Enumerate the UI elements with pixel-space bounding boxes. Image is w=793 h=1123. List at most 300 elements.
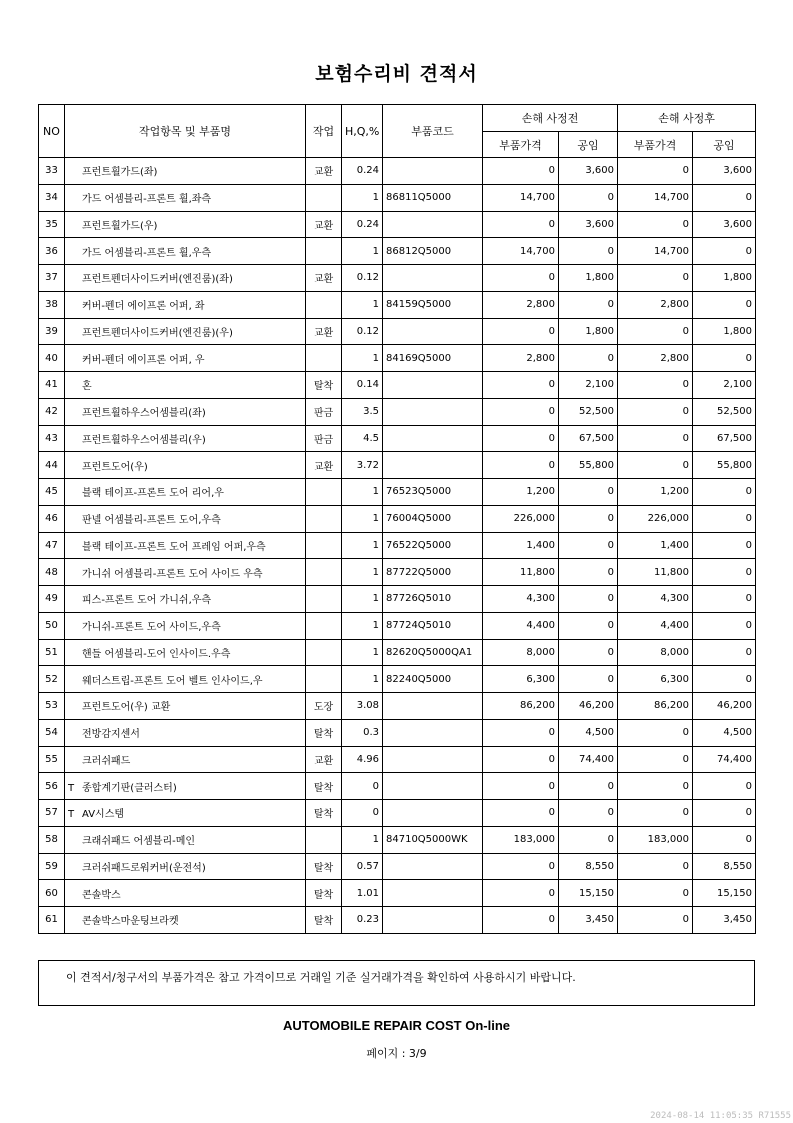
row-item-name [65,265,306,292]
row-no: 42 [39,398,65,425]
row-labor-before: 0 [559,532,618,559]
row-part-price-after: 2,800 [618,345,693,372]
row-part-price-before: 1,200 [483,479,559,506]
row-item-name [65,238,306,265]
row-labor-after: 0 [693,826,756,853]
row-labor-before: 0 [559,559,618,586]
row-part-price-before: 183,000 [483,826,559,853]
table-row [39,318,756,345]
row-part-price-after: 0 [618,880,693,907]
row-labor-after: 0 [693,238,756,265]
row-labor-after: 15,150 [693,880,756,907]
row-labor-after: 3,450 [693,907,756,934]
row-item-label: 가드 어셈블리-프론트 휠,좌측 [82,194,212,206]
row-part-price-before: 0 [483,773,559,800]
row-no: 40 [39,345,65,372]
row-labor-after: 0 [693,800,756,827]
header-part-price-before: 부품가격 [483,132,559,158]
row-part-code: 76004Q5000 [383,505,483,532]
table-row [39,184,756,211]
row-part-code: 82620Q5000QA1 [383,639,483,666]
row-item-label: 블랙 테이프-프론트 도어 프레임 어퍼,우측 [82,541,266,553]
row-part-price-before: 14,700 [483,238,559,265]
row-hq: 0.12 [342,318,383,345]
row-part-code [383,425,483,452]
row-item-name [65,853,306,880]
row-labor-after: 0 [693,184,756,211]
row-item-label: 커버-펜더 에이프론 어퍼, 우 [82,354,205,366]
row-labor-after: 0 [693,559,756,586]
row-hq: 1 [342,532,383,559]
print-timestamp: 2024-08-14 11:05:35 R71555 [650,1111,791,1121]
row-item-label: 판넬 어셈블리-프론트 도어,우측 [82,515,221,527]
row-part-price-before: 0 [483,211,559,238]
row-hq: 3.08 [342,693,383,720]
row-work [306,612,342,639]
row-labor-before: 0 [559,612,618,639]
row-no: 39 [39,318,65,345]
row-hq: 4.96 [342,746,383,773]
row-hq: 1 [342,505,383,532]
row-hq: 1 [342,559,383,586]
row-no: 43 [39,425,65,452]
row-hq: 1 [342,639,383,666]
row-item-name [65,425,306,452]
row-labor-after: 0 [693,505,756,532]
row-part-price-before: 0 [483,880,559,907]
row-work [306,238,342,265]
row-hq: 1 [342,666,383,693]
row-part-price-after: 0 [618,265,693,292]
row-part-price-before: 0 [483,800,559,827]
row-item-label: 프런트휠가드(우) [82,220,158,232]
row-item-name [65,345,306,372]
row-part-price-before: 0 [483,907,559,934]
row-item-label: 블랙 테이프-프론트 도어 리어,우 [82,488,224,500]
row-part-code [383,773,483,800]
row-work: 교환 [306,265,342,292]
row-work: 교환 [306,452,342,479]
row-hq: 0 [342,800,383,827]
row-part-price-after: 4,300 [618,586,693,613]
row-part-price-after: 0 [618,372,693,399]
row-hq: 0 [342,773,383,800]
row-part-price-before: 14,700 [483,184,559,211]
row-part-price-before: 8,000 [483,639,559,666]
table-row [39,746,756,773]
row-hq: 0.23 [342,907,383,934]
row-part-price-before: 4,300 [483,586,559,613]
row-no: 44 [39,452,65,479]
row-item-name [65,746,306,773]
table-row [39,345,756,372]
row-part-price-after: 4,400 [618,612,693,639]
row-no: 55 [39,746,65,773]
header-after: 손해 사정후 [618,105,756,132]
row-part-price-after: 6,300 [618,666,693,693]
row-part-code: 84159Q5000 [383,291,483,318]
row-part-price-before: 0 [483,746,559,773]
header-labor-after: 공임 [693,132,756,158]
row-part-price-after: 0 [618,211,693,238]
row-item-label: 종합계기판(클러스터) [82,782,177,794]
row-labor-before: 52,500 [559,398,618,425]
row-part-code [383,853,483,880]
row-labor-after: 74,400 [693,746,756,773]
row-labor-after: 0 [693,479,756,506]
header-part-price-after: 부품가격 [618,132,693,158]
row-work: 탈착 [306,372,342,399]
row-part-price-before: 0 [483,318,559,345]
row-no: 51 [39,639,65,666]
row-part-price-after: 0 [618,907,693,934]
document-title: 보험수리비 견적서 [315,63,478,85]
row-part-price-after: 1,400 [618,532,693,559]
row-work: 탈착 [306,719,342,746]
row-part-price-after: 183,000 [618,826,693,853]
header-hq: H,Q,% [342,105,383,158]
row-hq: 1 [342,586,383,613]
row-part-code [383,372,483,399]
row-work [306,345,342,372]
row-work [306,291,342,318]
row-item-label: 프런트도어(우) 교환 [82,702,171,714]
table-row [39,773,756,800]
row-work: 교환 [306,318,342,345]
row-item-name [65,318,306,345]
row-part-price-before: 0 [483,372,559,399]
row-no: 47 [39,532,65,559]
row-labor-before: 0 [559,639,618,666]
row-part-code: 76522Q5000 [383,532,483,559]
row-part-code [383,907,483,934]
row-part-price-before: 0 [483,398,559,425]
row-no: 56 [39,773,65,800]
row-item-name [65,211,306,238]
row-labor-before: 3,600 [559,158,618,185]
header-no: NO [39,105,65,158]
row-item-name [65,505,306,532]
row-item-name [65,639,306,666]
row-item-name [65,184,306,211]
table-row [39,666,756,693]
row-part-code [383,746,483,773]
header-before: 손해 사정전 [483,105,618,132]
row-labor-before: 1,800 [559,265,618,292]
row-work [306,826,342,853]
row-no: 53 [39,693,65,720]
row-no: 59 [39,853,65,880]
row-part-price-before: 2,800 [483,345,559,372]
row-no: 60 [39,880,65,907]
table-row [39,800,756,827]
row-item-label: 핸들 어셈블리-도어 인사이드.우측 [82,648,231,660]
row-work: 탈착 [306,880,342,907]
row-item-name [65,907,306,934]
row-part-code [383,398,483,425]
row-item-label: 가니쉬 어셈블리-프론트 도어 사이드 우측 [82,568,263,580]
row-item-label: 가니쉬-프론트 도어 사이드,우측 [82,622,221,634]
row-labor-before: 2,100 [559,372,618,399]
row-labor-before: 15,150 [559,880,618,907]
table-row [39,826,756,853]
row-part-price-after: 0 [618,158,693,185]
row-work [306,586,342,613]
row-hq: 1 [342,612,383,639]
row-part-price-after: 14,700 [618,238,693,265]
row-item-name [65,800,306,827]
notice-text: 이 견적서/청구서의 부품가격은 참고 가격이므로 거래일 기준 실거래가격을 확인하여 사용하시기 바랍니다. [66,971,576,984]
row-labor-after: 0 [693,586,756,613]
row-hq: 1 [342,479,383,506]
row-item-name [65,666,306,693]
row-part-code [383,880,483,907]
row-labor-after: 0 [693,666,756,693]
footer-title: AUTOMOBILE REPAIR COST On-line [282,1018,511,1033]
row-part-price-after: 0 [618,853,693,880]
row-item-label: 혼 [82,381,92,393]
row-work: 판금 [306,398,342,425]
row-hq: 4.5 [342,425,383,452]
row-part-price-after: 0 [618,425,693,452]
row-item-label: 프런트휠하우스어셈블리(좌) [82,408,206,420]
row-item-name [65,559,306,586]
row-no: 36 [39,238,65,265]
row-part-price-after: 86,200 [618,693,693,720]
table-row [39,586,756,613]
row-labor-after: 3,600 [693,158,756,185]
row-item-label: 피스-프론트 도어 가니쉬,우측 [82,595,212,607]
row-hq: 1.01 [342,880,383,907]
row-labor-before: 0 [559,773,618,800]
row-item-label: 프런트휠가드(좌) [82,167,158,179]
row-part-price-after: 226,000 [618,505,693,532]
header-code: 부품코드 [383,105,483,158]
row-no: 58 [39,826,65,853]
row-part-code: 82240Q5000 [383,666,483,693]
row-labor-before: 46,200 [559,693,618,720]
row-work: 교환 [306,746,342,773]
row-hq: 0.24 [342,158,383,185]
row-part-code: 84710Q5000WK [383,826,483,853]
row-part-price-before: 0 [483,265,559,292]
row-part-price-before: 0 [483,853,559,880]
row-part-price-after: 0 [618,452,693,479]
table-row [39,372,756,399]
row-item-label: 가드 어셈블리-프론트 휠,우측 [82,247,212,259]
table-row [39,880,756,907]
row-labor-after: 3,600 [693,211,756,238]
row-work [306,532,342,559]
row-item-name [65,372,306,399]
row-part-price-after: 0 [618,398,693,425]
row-hq: 1 [342,345,383,372]
row-item-label: 콘솔박스마운팅브라켓 [82,916,179,928]
table-row [39,612,756,639]
row-no: 38 [39,291,65,318]
row-hq: 0.3 [342,719,383,746]
row-labor-after: 46,200 [693,693,756,720]
row-part-price-before: 11,800 [483,559,559,586]
row-labor-before: 0 [559,586,618,613]
row-item-label: 프런트펜더사이드커버(엔진룸)(좌) [82,274,233,286]
row-part-price-before: 2,800 [483,291,559,318]
row-item-name [65,693,306,720]
row-no: 49 [39,586,65,613]
row-part-code [383,452,483,479]
row-labor-before: 74,400 [559,746,618,773]
row-part-code: 87722Q5000 [383,559,483,586]
row-item-label: 콘솔박스 [82,889,121,901]
row-labor-after: 1,800 [693,318,756,345]
row-labor-after: 52,500 [693,398,756,425]
row-labor-before: 67,500 [559,425,618,452]
row-hq: 0.57 [342,853,383,880]
row-no: 48 [39,559,65,586]
row-work [306,505,342,532]
header-labor-before: 공임 [559,132,618,158]
table-row [39,291,756,318]
header-item: 작업항목 및 부품명 [65,105,306,158]
row-no: 46 [39,505,65,532]
table-row [39,158,756,185]
row-part-price-before: 6,300 [483,666,559,693]
row-work: 탈착 [306,773,342,800]
table-row [39,238,756,265]
row-labor-before: 55,800 [559,452,618,479]
row-part-price-after: 8,000 [618,639,693,666]
row-item-name [65,586,306,613]
row-item-name [65,532,306,559]
row-no: 61 [39,907,65,934]
row-item-name [65,479,306,506]
row-item-name [65,291,306,318]
row-part-price-before: 4,400 [483,612,559,639]
row-part-price-after: 1,200 [618,479,693,506]
row-work: 탈착 [306,853,342,880]
table-row [39,211,756,238]
row-labor-after: 0 [693,532,756,559]
row-work: 탈착 [306,907,342,934]
row-labor-before: 3,600 [559,211,618,238]
estimate-table [38,104,756,934]
row-part-code [383,693,483,720]
row-item-label: AV시스템 [82,809,125,821]
row-work: 교환 [306,158,342,185]
row-part-price-after: 14,700 [618,184,693,211]
row-labor-after: 4,500 [693,719,756,746]
table-row [39,425,756,452]
row-item-label: 전방감지센서 [82,729,140,741]
row-no: 33 [39,158,65,185]
row-part-code: 86811Q5000 [383,184,483,211]
row-item-label: 프런트펜더사이드커버(엔진룸)(우) [82,327,233,339]
row-hq: 1 [342,291,383,318]
row-labor-after: 0 [693,345,756,372]
row-labor-before: 0 [559,238,618,265]
row-part-code [383,158,483,185]
row-work: 교환 [306,211,342,238]
row-hq: 0.12 [342,265,383,292]
row-no: 37 [39,265,65,292]
row-part-price-after: 0 [618,318,693,345]
row-item-label: 크러쉬패드로워커버(운전석) [82,862,206,874]
row-item-label: 크러쉬패드 [82,755,131,767]
row-item-name [65,452,306,479]
row-work: 도장 [306,693,342,720]
row-hq: 0.24 [342,211,383,238]
row-labor-after: 0 [693,291,756,318]
row-labor-after: 67,500 [693,425,756,452]
row-item-label: 프런트도어(우) [82,461,148,473]
table-row [39,559,756,586]
row-labor-before: 1,800 [559,318,618,345]
row-labor-before: 3,450 [559,907,618,934]
row-labor-after: 0 [693,639,756,666]
row-part-price-after: 0 [618,800,693,827]
row-part-price-before: 1,400 [483,532,559,559]
row-labor-after: 2,100 [693,372,756,399]
row-work [306,639,342,666]
table-row [39,639,756,666]
row-type-code: T [68,782,75,794]
row-no: 34 [39,184,65,211]
row-no: 52 [39,666,65,693]
row-work [306,559,342,586]
table-row [39,479,756,506]
row-labor-before: 0 [559,826,618,853]
header-work: 작업 [306,105,342,158]
row-item-name [65,398,306,425]
row-hq: 3.5 [342,398,383,425]
row-item-name [65,880,306,907]
row-labor-after: 8,550 [693,853,756,880]
row-part-code: 87726Q5010 [383,586,483,613]
row-no: 45 [39,479,65,506]
table-row [39,532,756,559]
row-hq: 1 [342,826,383,853]
row-part-price-after: 11,800 [618,559,693,586]
table-body [39,158,756,934]
row-labor-after: 55,800 [693,452,756,479]
row-labor-before: 0 [559,291,618,318]
row-no: 35 [39,211,65,238]
row-hq: 1 [342,238,383,265]
table-row [39,693,756,720]
row-labor-after: 0 [693,773,756,800]
row-part-price-after: 0 [618,746,693,773]
row-part-code: 84169Q5000 [383,345,483,372]
row-labor-before: 0 [559,479,618,506]
page-number: 페이지 : 3/9 [366,1047,427,1060]
row-item-name [65,773,306,800]
notice-box [38,960,755,1006]
row-part-code [383,318,483,345]
row-no: 57 [39,800,65,827]
row-labor-before: 8,550 [559,853,618,880]
row-part-code [383,211,483,238]
row-item-label: 웨더스트립-프론트 도어 벨트 인사이드,우 [82,675,263,687]
row-no: 54 [39,719,65,746]
row-part-price-before: 0 [483,158,559,185]
row-labor-before: 0 [559,184,618,211]
table-row [39,505,756,532]
row-part-price-after: 0 [618,773,693,800]
table-row [39,265,756,292]
table-row [39,452,756,479]
row-part-price-before: 0 [483,719,559,746]
row-part-code: 86812Q5000 [383,238,483,265]
